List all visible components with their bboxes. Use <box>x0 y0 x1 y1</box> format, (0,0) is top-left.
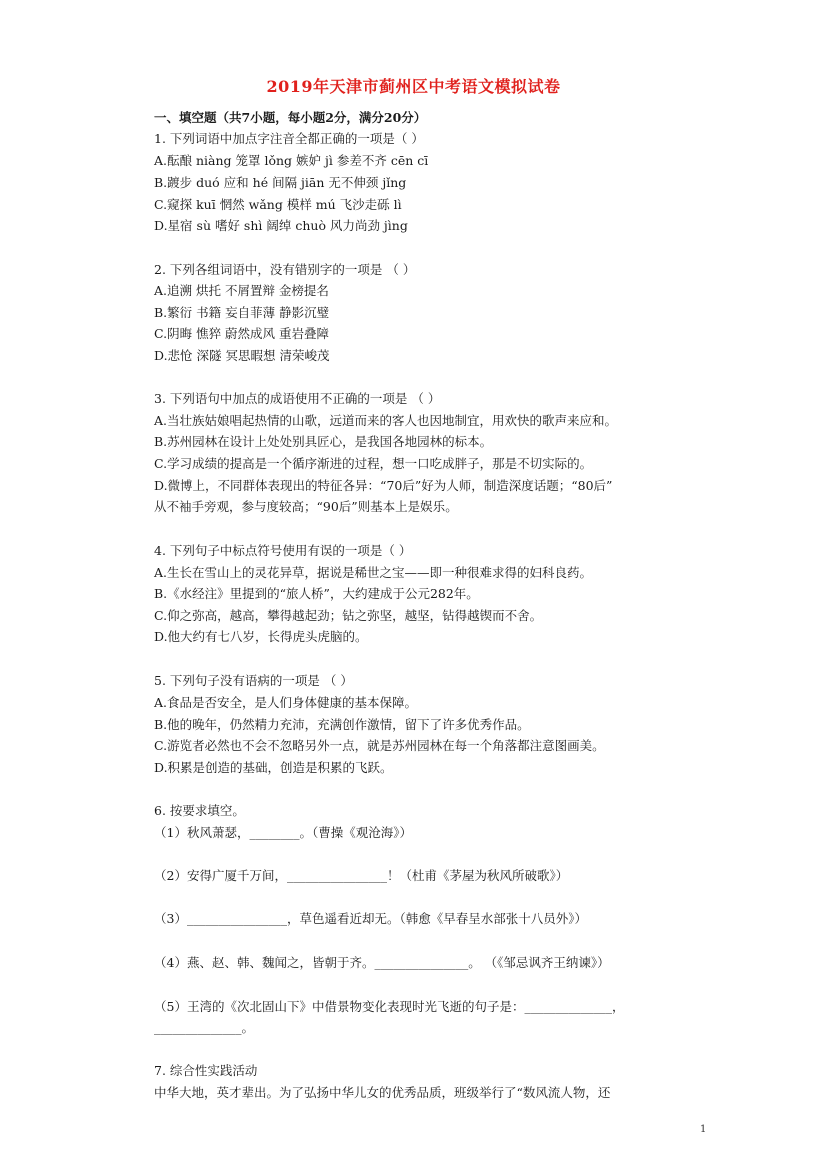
question-3-option-a: A.当壮族姑娘唱起热情的山歌，远道而来的客人也因地制宜，用欢快的歌声来应和。 <box>154 413 618 428</box>
question-6-stem: 6. 按要求填空。 <box>154 803 245 818</box>
question-5-option-d: D.积累是创造的基础，创造是积累的飞跃。 <box>154 760 393 775</box>
question-4-option-b: B.《水经注》里提到的“旅人桥”，大约建成于公元282年。 <box>154 586 479 601</box>
question-2-option-b: B.繁衍 书籍 妄自菲薄 静影沉璧 <box>154 305 330 320</box>
question-6-sub-4: （4）燕、赵、韩、魏闻之，皆朝于齐。_______________。 （《邹忌讽齐王纳谏》） <box>154 955 610 970</box>
question-6-sub-5-cont: ______________。 <box>154 1020 255 1035</box>
question-3-option-b: B.苏州园林在设计上处处别具匠心，是我国各地园林的标本。 <box>154 434 493 449</box>
question-5-option-b: B.他的晚年，仍然精力充沛，充满创作激情，留下了许多优秀作品。 <box>154 717 530 732</box>
question-7-text: 中华大地，英才辈出。为了弘扬中华儿女的优秀品质，班级举行了“数风流人物，还 <box>154 1085 611 1100</box>
exam-title: 2019年天津市蓟州区中考语文模拟试卷 <box>266 77 561 96</box>
question-1-stem: 1. 下列词语中加点字注音全都正确的一项是（ ） <box>154 131 424 146</box>
question-2-option-a: A.追溯 烘托 不屑置辩 金榜提名 <box>154 283 329 298</box>
question-5-stem: 5. 下列句子没有语病的一项是 （ ） <box>154 673 353 688</box>
question-4-stem: 4. 下列句子中标点符号使用有误的一项是（ ） <box>154 543 412 558</box>
question-3-option-c: C.学习成绩的提高是一个循序渐进的过程，想一口吃成胖子，那是不切实际的。 <box>154 456 593 471</box>
question-5-option-c: C.游览者必然也不会不忽略另外一点，就是苏州园林在每一个角落都注意图画美。 <box>154 738 605 753</box>
question-3-option-d-cont: 从不袖手旁观，参与度较高；“90后”则基本上是娱乐。 <box>154 499 458 514</box>
question-6-sub-1: （1）秋风萧瑟，________。（曹操《观沧海》） <box>154 825 412 840</box>
question-2-option-d: D.悲怆 深隧 冥思暇想 清荣峻茂 <box>154 348 330 363</box>
question-5-option-a: A.食品是否安全，是人们身体健康的基本保障。 <box>154 695 418 710</box>
question-6-sub-5: （5）王湾的《次北固山下》中借景物变化表现时光飞逝的句子是：______________， <box>154 999 625 1014</box>
question-2-option-c: C.阴晦 憔猝 蔚然成风 重岩叠障 <box>154 326 330 341</box>
question-1-option-a: A.酝酿 niàng 笼罩 lǒng 嫉妒 jì 参差不齐 cēn cī <box>154 153 429 168</box>
question-2-stem: 2. 下列各组词语中，没有错别字的一项是 （ ） <box>154 262 416 277</box>
question-3-stem: 3. 下列语句中加点的成语使用不正确的一项是 （ ） <box>154 391 441 406</box>
page-number: 1 <box>700 1124 707 1135</box>
question-4-option-d: D.他大约有七八岁，长得虎头虎脑的。 <box>154 629 368 644</box>
question-6-sub-3: （3）________________，草色遥看近却无。（韩愈《早春呈水部张十八员外》） <box>154 911 587 926</box>
question-1-option-d: D.星宿 sù 嗜好 shì 阔绰 chuò 风力尚劲 jìng <box>154 218 408 233</box>
question-7-stem: 7. 综合性实践活动 <box>154 1063 258 1078</box>
question-1-option-b: B.踱步 duó 应和 hé 间隔 jiān 无不伸颈 jǐng <box>154 175 407 190</box>
section-heading: 一、填空题（共7小题，每小题2分，满分20分） <box>154 110 427 125</box>
question-6-sub-2: （2）安得广厦千万间，________________！（杜甫《茅屋为秋风所破歌》） <box>154 868 569 883</box>
question-1-option-c: C.窥探 kuī 惘然 wǎng 模样 mú 飞沙走砾 lì <box>154 197 402 212</box>
question-3-option-d: D.微博上，不同群体表现出的特征各异：“70后”好为人师，制造深度话题；“80后” <box>154 478 613 493</box>
question-4-option-a: A.生长在雪山上的灵花异草，据说是稀世之宝——即一种很难求得的妇科良药。 <box>154 565 593 580</box>
question-4-option-c: C.仰之弥高，越高，攀得越起劲；钻之弥坚，越坚，钻得越锲而不舍。 <box>154 608 543 623</box>
